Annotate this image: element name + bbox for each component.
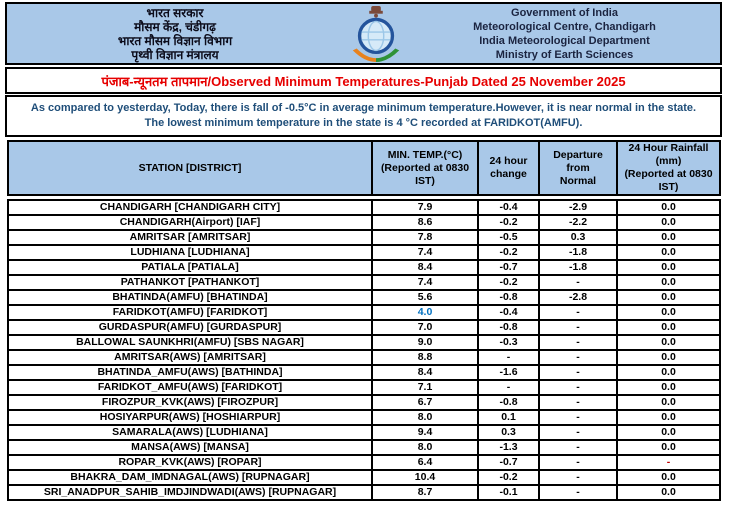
table-body [8, 200, 720, 500]
cell-24h-change: 0.1 [478, 410, 539, 425]
column-header-min-temp [372, 141, 478, 195]
cell-min-temp: 7.1 [372, 380, 478, 395]
table-row [8, 395, 720, 410]
cell-departure: - [539, 275, 617, 290]
cell-station: BHAKRA_DAM_IMDNAGAL(AWS) [RUPNAGAR] [8, 470, 372, 485]
cell-rainfall: 0.0 [617, 290, 720, 305]
table-row [8, 200, 720, 215]
table-row [8, 455, 720, 470]
cell-rainfall: 0.0 [617, 410, 720, 425]
cell-station: FARIDKOT(AMFU) [FARIDKOT] [8, 305, 372, 320]
header-row [8, 141, 720, 195]
cell-departure: - [539, 395, 617, 410]
cell-station: HOSIYARPUR(AWS) [HOSHIARPUR] [8, 410, 372, 425]
table-row [8, 365, 720, 380]
cell-station: PATIALA [PATIALA] [8, 260, 372, 275]
data-table [7, 199, 721, 501]
column-header-min-temp-label: MIN. TEMP.(°C) [387, 148, 463, 161]
cell-24h-change: -0.5 [478, 230, 539, 245]
cell-min-temp: 7.4 [372, 275, 478, 290]
cell-min-temp: 8.6 [372, 215, 478, 230]
english-line-centre: Meteorological Centre, Chandigarh [473, 20, 656, 33]
cell-rainfall: 0.0 [617, 215, 720, 230]
cell-24h-change: -0.2 [478, 215, 539, 230]
agency-header-hindi [7, 6, 343, 62]
cell-24h-change: -1.6 [478, 365, 539, 380]
column-header-change [478, 141, 539, 195]
cell-min-temp: 6.7 [372, 395, 478, 410]
cell-rainfall: 0.0 [617, 365, 720, 380]
cell-departure: - [539, 440, 617, 455]
table-row [8, 305, 720, 320]
cell-rainfall: 0.0 [617, 305, 720, 320]
cell-departure: -2.8 [539, 290, 617, 305]
table-row [8, 275, 720, 290]
cell-departure: - [539, 350, 617, 365]
cell-station: MANSA(AWS) [MANSA] [8, 440, 372, 455]
column-header-departure-sublabel: Normal [559, 174, 597, 187]
cell-station: CHANDIGARH(Airport) [IAF] [8, 215, 372, 230]
cell-min-temp: 8.7 [372, 485, 478, 500]
cell-min-temp: 8.4 [372, 260, 478, 275]
cell-min-temp: 6.4 [372, 455, 478, 470]
hindi-line-centre: मौसम केंद्र, चंडीगढ़ [134, 19, 216, 34]
cell-min-temp: 4.0 [372, 305, 478, 320]
cell-24h-change: -0.4 [478, 200, 539, 215]
cell-station: GURDASPUR(AMFU) [GURDASPUR] [8, 320, 372, 335]
summary-box [5, 95, 722, 137]
table-row [8, 440, 720, 455]
english-line-dept: India Meteorological Department [479, 34, 650, 47]
cell-min-temp: 9.4 [372, 425, 478, 440]
cell-min-temp: 8.8 [372, 350, 478, 365]
table-row [8, 380, 720, 395]
cell-departure: - [539, 410, 617, 425]
hindi-line-ministry: पृथ्वी विज्ञान मंत्रालय [131, 47, 219, 62]
cell-min-temp: 7.9 [372, 200, 478, 215]
cell-rainfall: 0.0 [617, 260, 720, 275]
table-row [8, 230, 720, 245]
table-row [8, 215, 720, 230]
cell-rainfall: 0.0 [617, 485, 720, 500]
cell-24h-change: -1.3 [478, 440, 539, 455]
column-header-change-label: 24 hour [489, 155, 528, 167]
table-row [8, 260, 720, 275]
cell-station: BALLOWAL SAUNKHRI(AMFU) [SBS NAGAR] [8, 335, 372, 350]
cell-rainfall: 0.0 [617, 200, 720, 215]
column-header-station-label: STATION [DISTRICT] [138, 161, 242, 174]
table-row [8, 470, 720, 485]
cell-rainfall: 0.0 [617, 245, 720, 260]
cell-24h-change: - [478, 350, 539, 365]
cell-departure: 0.3 [539, 230, 617, 245]
cell-rainfall: 0.0 [617, 230, 720, 245]
cell-rainfall: 0.0 [617, 320, 720, 335]
summary-text: As compared to yesterday, Today, there is fall of -0.5°C in average minimum temperature.However, it is near normal in the state. The lowest minimum temperature in the state is 4 °C recorded at FARIDKOT(AMFU). [30, 102, 697, 129]
cell-24h-change: -0.7 [478, 455, 539, 470]
cell-station: SAMARALA(AWS) [LUDHIANA] [8, 425, 372, 440]
cell-departure: - [539, 320, 617, 335]
table-row [8, 425, 720, 440]
cell-departure: - [539, 485, 617, 500]
table-row [8, 245, 720, 260]
cell-min-temp: 7.8 [372, 230, 478, 245]
agency-header-english [409, 6, 720, 62]
cell-min-temp: 10.4 [372, 470, 478, 485]
data-table-header [7, 140, 721, 196]
cell-departure: - [539, 365, 617, 380]
table-row [8, 350, 720, 365]
english-line-govt: Government of India [511, 6, 618, 19]
cell-rainfall: 0.0 [617, 275, 720, 290]
cell-departure: - [539, 455, 617, 470]
cell-station: FARIDKOT_AMFU(AWS) [FARIDKOT] [8, 380, 372, 395]
table-row [8, 485, 720, 500]
table-row [8, 290, 720, 305]
cell-station: AMRITSAR(AWS) [AMRITSAR] [8, 350, 372, 365]
cell-station: PATHANKOT [PATHANKOT] [8, 275, 372, 290]
hindi-line-dept: भारत मौसम विज्ञान विभाग [117, 33, 233, 48]
hindi-line-govt: भारत सरकार [146, 5, 204, 20]
column-header-departure [539, 141, 617, 195]
cell-station: BHATINDA(AMFU) [BHATINDA] [8, 290, 372, 305]
cell-departure: -2.2 [539, 215, 617, 230]
cell-rainfall: 0.0 [617, 440, 720, 455]
cell-24h-change: -0.2 [478, 245, 539, 260]
cell-24h-change: -0.2 [478, 275, 539, 290]
cell-24h-change: -0.8 [478, 290, 539, 305]
cell-min-temp: 8.0 [372, 410, 478, 425]
cell-24h-change: -0.1 [478, 485, 539, 500]
table-row [8, 335, 720, 350]
cell-departure: - [539, 425, 617, 440]
cell-24h-change: -0.4 [478, 305, 539, 320]
table-row [8, 410, 720, 425]
cell-station: FIROZPUR_KVK(AWS) [FIROZPUR] [8, 395, 372, 410]
cell-departure: - [539, 335, 617, 350]
cell-station: BHATINDA_AMFU(AWS) [BATHINDA] [8, 365, 372, 380]
cell-24h-change: -0.7 [478, 260, 539, 275]
column-header-rainfall-sublabel: (Reported at 0830 IST) [624, 168, 713, 193]
cell-departure: - [539, 380, 617, 395]
cell-rainfall: 0.0 [617, 335, 720, 350]
cell-station: LUDHIANA [LUDHIANA] [8, 245, 372, 260]
column-header-rainfall-label: 24 Hour Rainfall (mm) [628, 142, 709, 167]
cell-24h-change: -0.8 [478, 395, 539, 410]
cell-station: SRI_ANADPUR_SAHIB_IMDJINDWADI(AWS) [RUPNAGAR] [8, 485, 372, 500]
cell-departure: - [539, 305, 617, 320]
cell-departure: - [539, 470, 617, 485]
cell-min-temp: 7.0 [372, 320, 478, 335]
column-header-change-sublabel: change [490, 168, 527, 180]
report-title-bar [5, 67, 722, 94]
cell-24h-change: -0.3 [478, 335, 539, 350]
cell-rainfall: - [617, 455, 720, 470]
cell-24h-change: -0.8 [478, 320, 539, 335]
cell-rainfall: 0.0 [617, 425, 720, 440]
imd-logo-icon [343, 4, 409, 64]
cell-min-temp: 8.4 [372, 365, 478, 380]
cell-24h-change: - [478, 380, 539, 395]
column-header-min-temp-sublabel: (Reported at 0830 IST) [380, 161, 470, 187]
cell-rainfall: 0.0 [617, 350, 720, 365]
cell-rainfall: 0.0 [617, 395, 720, 410]
cell-24h-change: -0.2 [478, 470, 539, 485]
cell-rainfall: 0.0 [617, 380, 720, 395]
cell-24h-change: 0.3 [478, 425, 539, 440]
cell-station: ROPAR_KVK(AWS) [ROPAR] [8, 455, 372, 470]
report-title: पंजाब-न्यूनतम तापमान/Observed Minimum Temperatures-Punjab Dated 25 November 2025 [101, 73, 626, 89]
cell-departure: -2.9 [539, 200, 617, 215]
cell-departure: -1.8 [539, 260, 617, 275]
cell-min-temp: 5.6 [372, 290, 478, 305]
english-line-ministry: Ministry of Earth Sciences [495, 48, 634, 61]
cell-rainfall: 0.0 [617, 470, 720, 485]
column-header-station [8, 141, 372, 195]
cell-station: CHANDIGARH [CHANDIGARH CITY] [8, 200, 372, 215]
column-header-rainfall [617, 141, 720, 195]
cell-min-temp: 7.4 [372, 245, 478, 260]
cell-station: AMRITSAR [AMRITSAR] [8, 230, 372, 245]
cell-min-temp: 8.0 [372, 440, 478, 455]
table-row [8, 320, 720, 335]
column-header-departure-label: Departure from [553, 148, 603, 174]
cell-min-temp: 9.0 [372, 335, 478, 350]
cell-departure: -1.8 [539, 245, 617, 260]
agency-header [5, 2, 722, 65]
